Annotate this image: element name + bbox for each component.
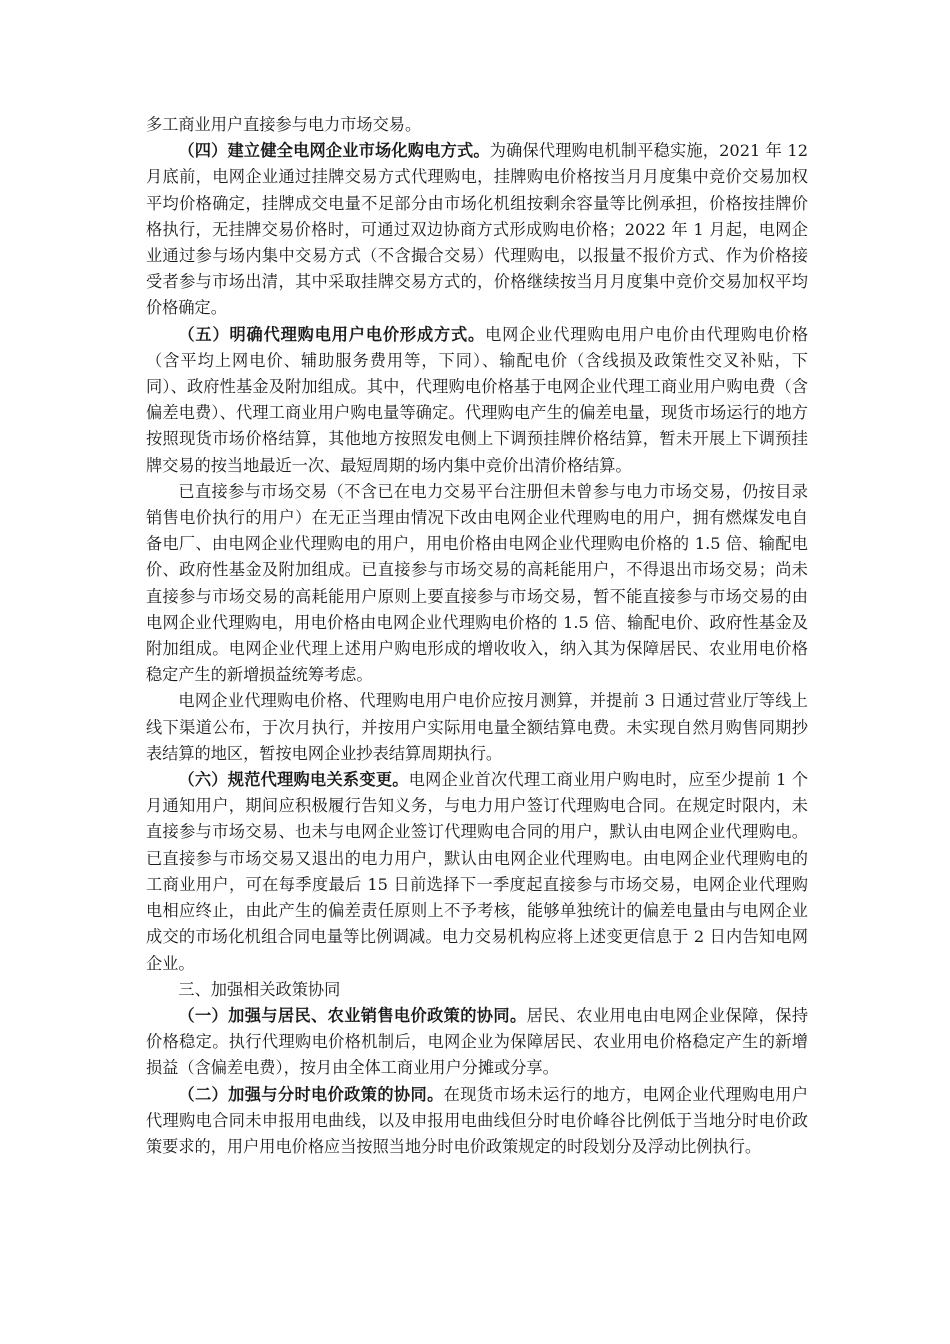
paragraph-lead: （五）明确代理购电用户电价形成方式。 bbox=[178, 324, 486, 344]
paragraph-user-price-formation bbox=[146, 322, 808, 479]
paragraph-body: 已直接参与市场交易（不含已在电力交易平台注册但未曾参与电力市场交易，仍按目录销售电价执行的用户）在无正当理由情况下改由电网企业代理购电的用户，拥有燃煤发电自备电厂、由电网企业代理购电的用户，用电价格由电网企业代理购电价格的 1.5 倍、输配电价、政府性基金及附加组成。已直接参与市场交易的高耗能用户，不得退出市场交易；尚未直接参与市场交易的高耗能用户原则上要直接参与市场交易，暂不能直接参与市场交易的由电网企业代理购电，用电价格由电网企业代理购电价格的 1.5 倍、输配电价、政府性基金及附加组成。电网企业代理上述用户购电形成的增收收入，纳入其为保障居民、农业用电价格稳定产生的新增损益统筹考虑。 bbox=[146, 481, 808, 685]
paragraph-lead: （六）规范代理购电关系变更。 bbox=[178, 770, 409, 790]
paragraph-body: 电网企业代理购电用户电价由代理购电价格（含平均上网电价、辅助服务费用等，下同）、输配电价（含线损及政策性交叉补贴，下同）、政府性基金及附加组成。其中，代理购电价格基于电网企业代理工商业用户购电费（含偏差电费）、代理工商业用户购电量等确定。代理购电产生的偏差电量，现货市场运行的地方按照现货市场价格结算，其他地方按照发电侧上下调预挂牌价格结算，暂未开展上下调预挂牌交易的按当地最近一次、最短周期的场内集中竞价出清价格结算。 bbox=[146, 324, 809, 475]
paragraph-market-purchase bbox=[146, 138, 808, 321]
paragraph-direct-market-users bbox=[146, 479, 808, 689]
section-heading: 三、加强相关政策协同 bbox=[178, 979, 341, 999]
paragraph-body: 多工商业用户直接参与电力市场交易。 bbox=[146, 115, 422, 134]
paragraph-relationship-change bbox=[146, 767, 808, 977]
paragraph-body: 居民、农业用电由电网企业保障，保持价格稳定。执行代理购电价格机制后，电网企业为保障居民、农业用电价格稳定产生的新增损益（含偏差电费），按月由全体工商业用户分摊或分享。 bbox=[146, 1005, 809, 1078]
paragraph-residential-agri-coordination bbox=[146, 1003, 808, 1082]
paragraph-body: 为确保代理购电机制平稳实施，2021 年 12 月底前，电网企业通过挂牌交易方式代理购电，挂牌购电价格按当月月度集中竞价交易加权平均价格确定，挂牌成交电量不足部分由市场化机组按剩余容量等比例承担，价格按挂牌价格执行，无挂牌交易价格时，可通过双边协商方式形成购电价格；2022 年 1 月起，电网企业通过参与场内集中交易方式（不含撮合交易）代理购电，以报量不报价方式、作为价格接受者参与市场出清，其中采取挂牌交易方式的，价格继续按当月月度集中竞价交易加权平均价格确定。 bbox=[146, 141, 809, 318]
paragraph-body: 电网企业首次代理工商业用户购电时，应至少提前 1 个月通知用户，期间应积极履行告知义务，与电力用户签订代理购电合同。在规定时限内，未直接参与市场交易、也未与电网企业签订代理购电合同的用户，默认由电网企业代理购电。已直接参与市场交易又退出的电力用户，默认由电网企业代理购电。由电网企业代理购电的工商业用户，可在每季度最后 15 日前选择下一季度起直接参与市场交易，电网企业代理购电相应终止，由此产生的偏差责任原则上不予考核，能够单独统计的偏差电量由与电网企业成交的市场化机组合同电量等比例调减。电力交易机构应将上述变更信息于 2 日内告知电网企业。 bbox=[146, 770, 809, 973]
paragraph-body: 电网企业代理购电价格、代理购电用户电价应按月测算，并提前 3 日通过营业厅等线上线下渠道公布，于次月执行，并按用户实际用电量全额结算电费。未实现自然月购售同期抄表结算的地区，暂按电网企业抄表结算周期执行。 bbox=[146, 691, 808, 763]
paragraph-tou-coordination bbox=[146, 1082, 808, 1161]
paragraph-monthly-calculation bbox=[146, 688, 808, 767]
paragraph-lead: （二）加强与分时电价政策的协同。 bbox=[178, 1084, 444, 1104]
document-page bbox=[146, 112, 808, 1160]
paragraph-body: 在现货市场未运行的地方，电网企业代理购电用户代理购电合同未申报用电曲线，以及申报用电曲线但分时电价峰谷比例低于当地分时电价政策要求的，用户用电价格应当按照当地分时电价政策规定的时段划分及浮动比例执行。 bbox=[146, 1084, 809, 1156]
paragraph-continuation bbox=[146, 112, 808, 138]
paragraph-lead: （四）建立健全电网企业市场化购电方式。 bbox=[178, 141, 490, 161]
paragraph-lead: （一）加强与居民、农业销售电价政策的协同。 bbox=[178, 1005, 527, 1025]
